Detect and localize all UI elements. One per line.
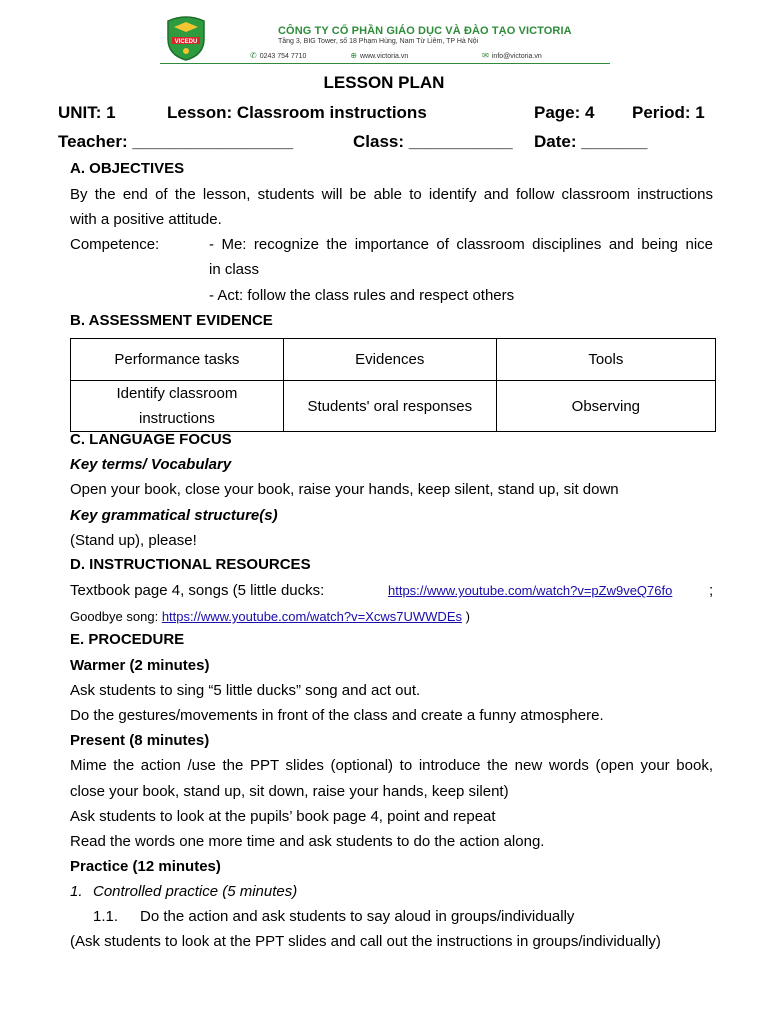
controlled-practice: Controlled practice (5 minutes): [93, 883, 298, 900]
goodbye-song-link[interactable]: https://www.youtube.com/watch?v=Xcws7UWWDEs: [161, 609, 462, 624]
present-step2: Ask students to look at the pupils’ book page 4, point and repeat: [70, 808, 496, 825]
company-name: CÔNG TY CỔ PHẦN GIÁO DỤC VÀ ĐÀO TẠO VICTORIA: [278, 25, 572, 37]
objectives-heading: A. OBJECTIVES: [70, 160, 185, 177]
header-divider: [160, 63, 610, 64]
assessment-table: [70, 338, 716, 432]
lesson: Lesson: Classroom instructions: [167, 103, 427, 122]
objectives-line2: with a positive attitude.: [70, 211, 222, 228]
procedure-heading: E. PROCEDURE: [70, 631, 185, 648]
competence-act: - Act: follow the class rules and respect others: [209, 287, 515, 304]
company-logo: [162, 15, 210, 61]
step-text: Do the action and ask students to say aloud in groups/individually: [140, 908, 575, 925]
resources-heading: D. INSTRUCTIONAL RESOURCES: [70, 556, 311, 573]
globe-icon: ⊕: [350, 51, 358, 60]
period: Period: 1: [632, 103, 705, 122]
phone: 0243 754 7710: [259, 53, 307, 60]
resources-line2-end: ): [465, 609, 470, 624]
warmer-heading: Warmer (2 minutes): [70, 657, 210, 674]
cell-task: [71, 381, 284, 432]
mail-icon: ✉: [482, 51, 489, 60]
vocab-heading: Key terms/ Vocabulary: [70, 456, 232, 473]
logo-text: VICEDU: [174, 39, 198, 45]
company-address: Tầng 3, BIG Tower, số 18 Phạm Hùng, Nam Từ Liêm, TP Hà Nội: [278, 38, 479, 45]
date-field: Date: _______: [534, 132, 648, 151]
page-number: Page: 4: [534, 103, 595, 122]
present-step3: Read the words one more time and ask students to do the action along.: [70, 833, 545, 850]
header-evidences: Evidences: [283, 339, 496, 381]
resources-line2: [70, 608, 470, 626]
practice-note: (Ask students to look at the PPT slides and call out the instructions in groups/individually): [70, 933, 661, 950]
competence-me-line2: in class: [209, 261, 260, 278]
cell-evidence: Students' oral responses: [283, 381, 496, 432]
website[interactable]: www.victoria.vn: [360, 53, 409, 60]
five-little-ducks-link[interactable]: https://www.youtube.com/watch?v=pZw9veQ76fo: [388, 583, 673, 598]
controlled-practice-number: 1.: [70, 883, 83, 900]
language-heading: C. LANGUAGE FOCUS: [70, 431, 232, 448]
grammar-structure: (Stand up), please!: [70, 532, 197, 549]
header-performance-tasks: Performance tasks: [71, 339, 284, 381]
vocab-list: Open your book, close your book, raise your hands, keep silent, stand up, sit down: [70, 481, 619, 498]
page-title: LESSON PLAN: [323, 73, 445, 92]
resources-text1: Textbook page 4, songs (5 little ducks:: [70, 582, 325, 599]
practice-heading: Practice (12 minutes): [70, 858, 221, 875]
present-step1-line2: close your book, stand up, sit down, raise your hands, keep silent): [70, 783, 509, 800]
warmer-step2: Do the gestures/movements in front of the class and create a funny atmosphere.: [70, 707, 604, 724]
resources-line1-end: ;: [709, 582, 714, 599]
company-contacts: [250, 51, 542, 60]
objectives-line1: By the end of the lesson, students will be able to identify and follow classroom instructions: [70, 186, 713, 203]
cell-tool: Observing: [496, 381, 715, 432]
present-heading: Present (8 minutes): [70, 732, 210, 749]
email[interactable]: info@victoria.vn: [491, 53, 542, 60]
step-number: 1.1.: [93, 908, 119, 925]
table-row: [71, 381, 716, 432]
class-field: Class: ___________: [353, 132, 513, 151]
teacher-field: Teacher: _________________: [58, 132, 294, 151]
competence-label: Competence:: [70, 236, 160, 253]
task-line2: instructions: [138, 410, 215, 427]
table-header-row: [71, 339, 716, 381]
header-tools: Tools: [496, 339, 715, 381]
phone-icon: ✆: [250, 51, 257, 60]
resources-line1: [70, 582, 324, 600]
grammar-heading: Key grammatical structure(s): [70, 507, 278, 524]
competence-me-line1: - Me: recognize the importance of classroom disciplines and being nice: [209, 236, 713, 253]
resources-text2: Goodbye song:: [70, 609, 159, 624]
assessment-heading: B. ASSESSMENT EVIDENCE: [70, 312, 273, 329]
present-step1-line1: Mime the action /use the PPT slides (optional) to introduce the new words (open your book,: [70, 757, 713, 774]
unit: UNIT: 1: [58, 103, 116, 122]
warmer-step1: Ask students to sing “5 little ducks” song and act out.: [70, 682, 421, 699]
task-line1: Identify classroom: [116, 385, 238, 402]
